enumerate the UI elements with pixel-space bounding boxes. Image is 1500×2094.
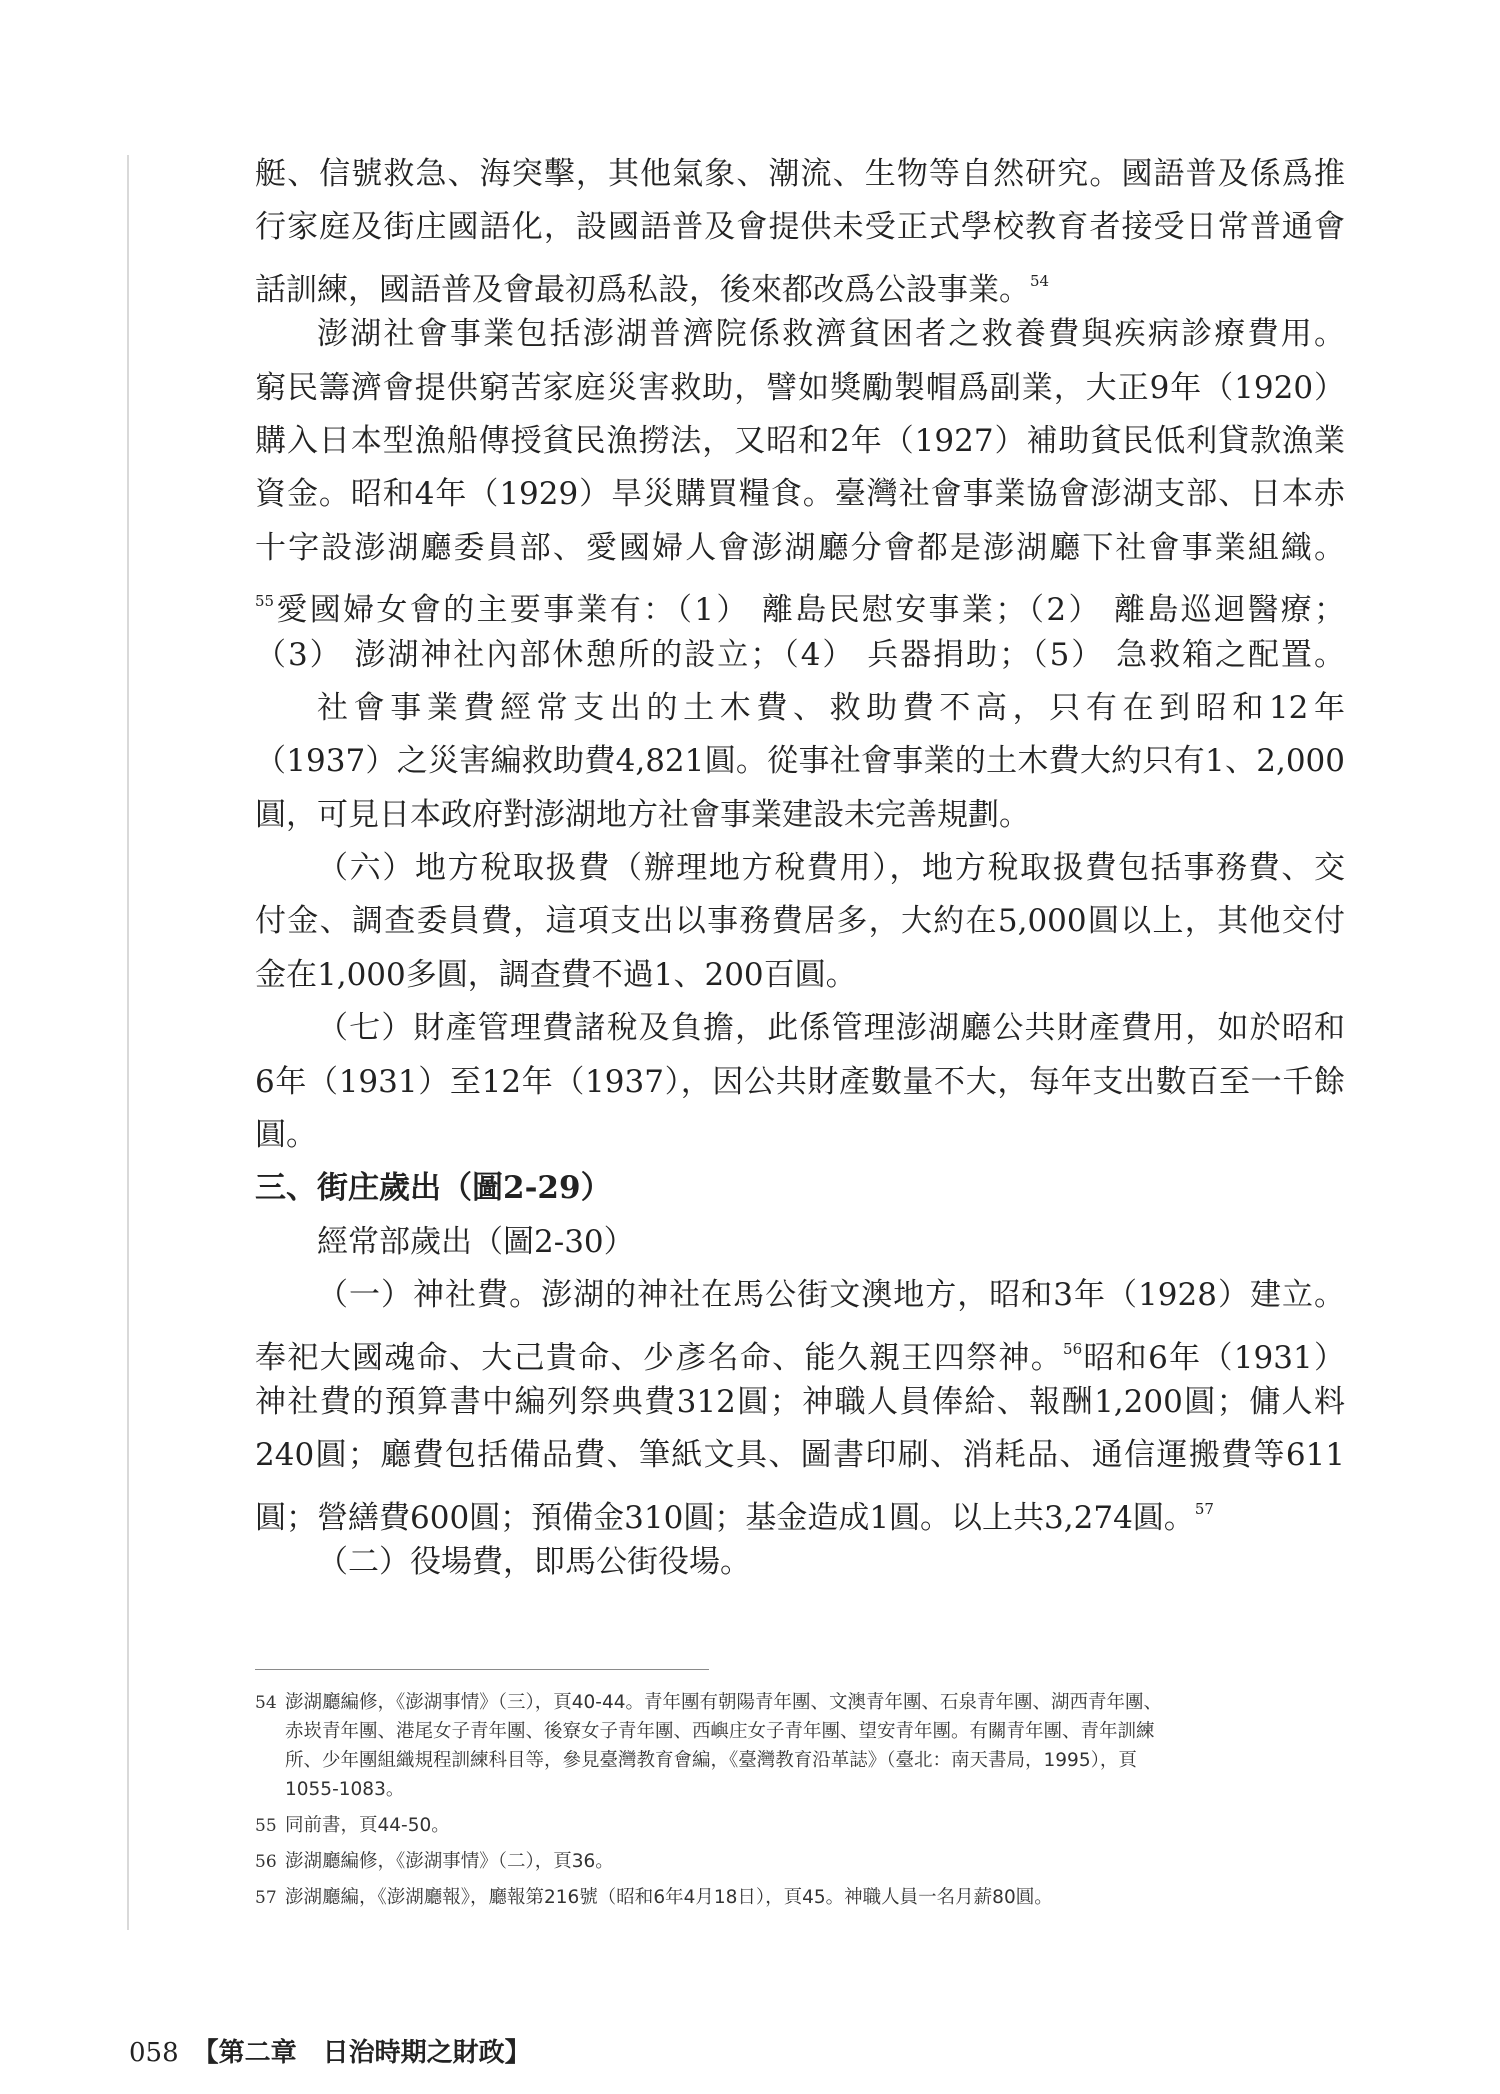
footnote-54 [255, 1688, 1345, 1717]
footnote-56 [255, 1847, 1345, 1876]
body-line: 金在1,000多圓，調查費不過1、200百圓。 [255, 956, 857, 993]
body-line [255, 575, 1345, 628]
page-footer [129, 2032, 531, 2069]
paragraph-start: （六）地方稅取扱費（辦理地方稅費用），地方稅取扱費包括事務費、交 [317, 850, 1345, 887]
body-line: 窮民籌濟會提供窮苦家庭災害救助，譬如獎勵製帽爲副業，大正9年（1920） [255, 369, 1345, 406]
margin-rule [127, 155, 129, 1930]
footnote-ref-54[interactable]: 54 [1030, 271, 1050, 290]
body-line [255, 1323, 1345, 1376]
footnote-text: 澎湖廳編修，《澎湖事情》（二），頁36。 [285, 1851, 614, 1872]
footnote-55 [255, 1811, 1345, 1840]
body-line [255, 1483, 1345, 1536]
paragraph-start: 澎湖社會事業包括澎湖普濟院係救濟貧困者之救養費與疾病診療費用。 [317, 316, 1345, 353]
page-number: 058 [129, 2038, 179, 2068]
body-line: 付金、調查委員費，這項支出以事務費居多，大約在5,000圓以上，其他交付 [255, 903, 1345, 940]
body-line: 資金。昭和4年（1929）旱災購買糧食。臺灣社會事業協會澎湖支部、日本赤 [255, 476, 1345, 513]
footnote-number: 55 [255, 1816, 277, 1836]
body-line-text: 奉祀大國魂命、大己貴命、少彥名命、能久親王四祭神。 [255, 1339, 1064, 1376]
body-text [255, 148, 1345, 1590]
footnote-ref-55[interactable]: 55 [255, 592, 275, 611]
footnote-text: 同前書，頁44-50。 [285, 1815, 450, 1836]
chapter-title: 【第二章 日治時期之財政】 [192, 2038, 531, 2068]
body-line-text: 話訓練，國語普及會最初爲私設，後來都改爲公設事業。 [255, 271, 1030, 308]
body-line [255, 255, 1345, 308]
footnote-number: 56 [255, 1852, 277, 1872]
body-line: 艇、信號救急、海突擊，其他氣象、潮流、生物等自然研究。國語普及係爲推 [255, 156, 1345, 192]
paragraph-start: （二）役場費，即馬公街役場。 [317, 1544, 751, 1581]
body-line: 購入日本型漁船傳授貧民漁撈法，又昭和2年（1927）補助貧民低利貸款漁業 [255, 422, 1345, 459]
paragraph-start: （七）財產管理費諸稅及負擔，此係管理澎湖廳公共財產費用，如於昭和 [317, 1010, 1345, 1047]
footnote-text: 澎湖廳編，《澎湖廳報》，廳報第216號（昭和6年4月18日），頁45。神職人員一名月薪80圓。 [285, 1887, 1053, 1908]
body-line: 十字設澎湖廳委員部、愛國婦人會澎湖廳分會都是澎湖廳下社會事業組織。 [255, 529, 1345, 566]
body-line: （1937）之災害編救助費4,821圓。從事社會事業的土木費大約只有1、2,000 [255, 743, 1345, 780]
paragraph-start: （一）神社費。澎湖的神社在馬公街文澳地方，昭和3年（1928）建立。 [317, 1277, 1345, 1314]
footnote-ref-57[interactable]: 57 [1194, 1499, 1214, 1518]
body-line: 圓，可見日本政府對澎湖地方社會事業建設未完善規劃。 [255, 796, 1030, 833]
footnote-text: 所、少年團組織規程訓練科目等，參見臺灣教育會編，《臺灣教育沿革誌》（臺北：南天書局，1995），頁 [285, 1750, 1137, 1771]
footnote-text: 赤崁青年團、港尾女子青年團、後寮女子青年團、西嶼庄女子青年團、望安青年團。有關青年團、青年訓練 [285, 1721, 1155, 1742]
paragraph-start: 社會事業費經常支出的土木費、救助費不高，只有在到昭和12年 [317, 689, 1345, 726]
footnote-divider [255, 1669, 709, 1670]
body-line-text: 昭和6年（1931） [1082, 1339, 1345, 1376]
footnotes [255, 1688, 1345, 1912]
body-line: （3） 澎湖神社內部休憩所的設立；（4） 兵器捐助；（5） 急救箱之配置。 [255, 636, 1345, 673]
body-line: 行家庭及街庄國語化，設國語普及會提供未受正式學校教育者接受日常普通會 [255, 209, 1345, 246]
footnote-text: 澎湖廳編修，《澎湖事情》（三），頁40-44。青年團有朝陽青年團、文澳青年團、石泉青年團、湖西青年團、 [285, 1692, 1163, 1713]
body-line: 圓。 [255, 1117, 317, 1154]
body-line-text: 愛國婦女會的主要事業有：（1） 離島民慰安事業；（2） 離島巡迴醫療； [274, 592, 1345, 629]
footnote-text: 1055-1083。 [285, 1779, 405, 1800]
subsection-label: 經常部歲出（圖2-30） [317, 1223, 635, 1260]
footnote-number: 57 [255, 1888, 277, 1908]
section-heading: 三、街庄歲出（圖2-29） [255, 1170, 612, 1207]
body-line: 神社費的預算書中編列祭典費312圓；神職人員俸給、報酬1,200圓；傭人料 [255, 1383, 1345, 1420]
body-line: 6年（1931）至12年（1937），因公共財產數量不大，每年支出數百至一千餘 [255, 1063, 1345, 1100]
footnote-ref-56[interactable]: 56 [1063, 1339, 1083, 1358]
footnote-57 [255, 1883, 1345, 1912]
footnote-number: 54 [255, 1693, 277, 1713]
body-line: 240圓；廳費包括備品費、筆紙文具、圖書印刷、消耗品、通信運搬費等611 [255, 1437, 1345, 1474]
body-line-text: 圓；營繕費600圓；預備金310圓；基金造成1圓。以上共3,274圓。 [255, 1499, 1195, 1536]
